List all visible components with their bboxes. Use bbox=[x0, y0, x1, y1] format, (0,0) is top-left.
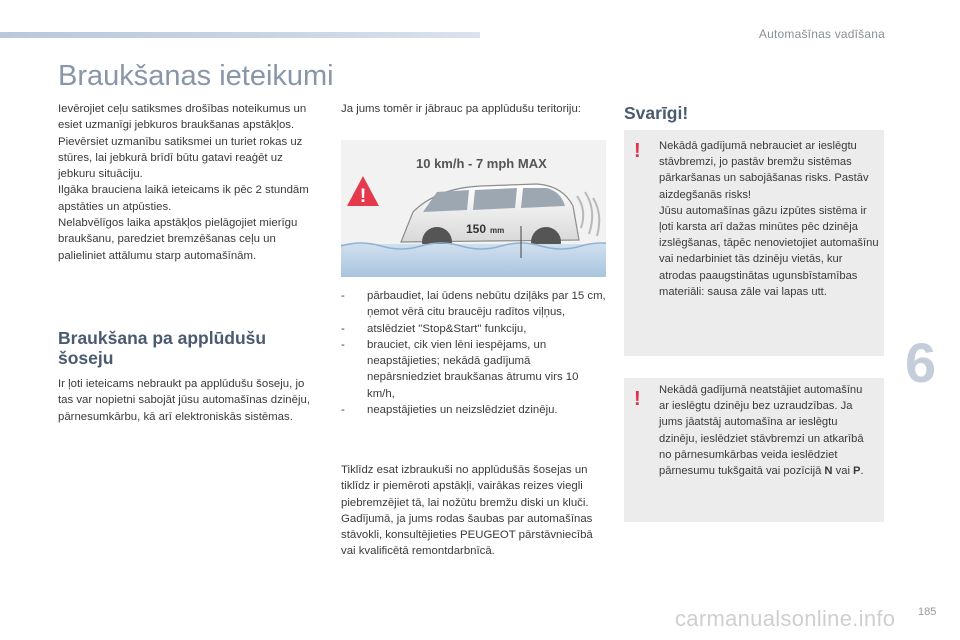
splash-lines bbox=[577, 192, 599, 236]
warning-exclamation-icon: ! bbox=[634, 388, 641, 410]
warning-text: Nekādā gadījumā neatstājiet automašīnu ar ieslēgtu dzinēju bez uzraudzības. Ja jums jāatstāj automašīna ar ieslēgtu dzinēju, ieslēdziet stāvbremzi un atkarībā no pārnesumkārbas veida ieslēdziet pārnesumu tukšgaitā vai pozīcijā N vai P. bbox=[659, 384, 864, 478]
flooded-instructions bbox=[341, 288, 606, 418]
watermark: carmanualsonline.info bbox=[675, 606, 896, 631]
flooded-intro-text: Ja jums tomēr ir jābrauc pa applūdušu teritoriju: bbox=[341, 103, 581, 115]
intro-paragraph: Pievērsiet uzmanību satiksmei un turiet rokas uz stūres, lai jebkurā brīdī būtu gatavi reaģēt uz jebkuru situāciju. bbox=[58, 135, 303, 181]
warning-box-unattended-engine bbox=[624, 378, 884, 522]
chapter-tab-number: 6 bbox=[905, 331, 937, 394]
intro-paragraph: Ilgāka brauciena laikā ieteicams ik pēc 2 stundām apstāties un atpūsties. bbox=[58, 184, 309, 213]
depth-value: 150 bbox=[466, 222, 487, 236]
speed-limit-label: 10 km/h - 7 mph MAX bbox=[416, 156, 547, 171]
important-heading: Svarīgi! bbox=[624, 103, 689, 123]
car-in-water-drawing bbox=[341, 140, 606, 277]
svg-text:!: ! bbox=[359, 186, 367, 207]
list-item: - pārbaudiet, lai ūdens nebūtu dziļāks par 15 cm, ņemot vērā citu braucēju radītos viļņus, bbox=[341, 290, 606, 319]
section-title: Automašīnas vadīšana bbox=[758, 27, 885, 41]
list-item: - atslēdziet "Stop&Start" funkciju, bbox=[341, 322, 527, 335]
list-item: - brauciet, cik vien lēni iespējams, un neapstājieties; nekādā gadījumā nepārsniedziet braukšanas ātrumu virs 10 km/h, bbox=[341, 338, 579, 400]
list-item: - neapstājieties un neizslēdziet dzinēju. bbox=[341, 404, 558, 417]
after-flood-paragraph: Tiklīdz esat izbraukuši no applūdušās šosejas un tiklīdz ir piemēroti apstākļi, vairākas reizes viegli piebremzējiet tā, lai nožūtu bremžu diski un kluči. bbox=[341, 464, 589, 509]
depth-unit: mm bbox=[490, 226, 505, 235]
warning-exclamation-icon: ! bbox=[634, 140, 641, 162]
flooded-road-text bbox=[58, 376, 320, 425]
warning-triangle-icon bbox=[347, 176, 379, 207]
intro-text bbox=[58, 101, 320, 264]
page-number: 185 bbox=[918, 606, 937, 618]
warning-text: Nekādā gadījumā nebrauciet ar ieslēgtu stāvbremzi, jo pastāv bremžu sistēmas pārkaršanas un sabojāšanas risks. Pastāv aizdegšanās risks! Jūsu automašīnas gāzu izpūtes sistēma ir ļoti karsta arī dažas minūtes pēc dzinēja izslēgšanas, tāpēc nenovietojiet automašīnu vai nedarbiniet tās dzinēju vietās, kur atrodas paaugstinātas ugunsbīstamības materiāli: sausa zāle vai lapas utt. bbox=[659, 140, 879, 298]
intro-paragraph: Ievērojiet ceļu satiksmes drošības noteikumus un esiet uzmanīgi jebkuros braukšanas apstākļos. bbox=[58, 103, 307, 132]
after-flood-paragraph: Gadījumā, ja jums rodas šaubas par automašīnas stāvokli, konsultējieties PEUGEOT pārstāvniecībā vai kvalificētā remontdarbnīcā. bbox=[341, 512, 593, 558]
gear-p-label: P bbox=[853, 465, 861, 478]
flooded-car-illustration bbox=[341, 140, 606, 277]
warning-box-parking-brake bbox=[624, 130, 884, 356]
flooded-road-paragraph: Ir ļoti ieteicams nebraukt pa applūdušu šoseju, jo tas var nopietni sabojāt jūsu automašīnas dzinēju, pārnesumkārbu, kā arī elektroniskās sistēmas. bbox=[58, 378, 311, 423]
flooded-intro bbox=[341, 101, 606, 117]
page-title: Braukšanas ieteikumi bbox=[58, 60, 334, 92]
header-accent-bar bbox=[0, 32, 480, 38]
instruction-list bbox=[341, 288, 606, 418]
intro-paragraph: Nelabvēlīgos laika apstākļos pielāgojiet mierīgu braukšanu, paredziet bremzēšanas ceļu un palieliniet attālumu starp automašīnām. bbox=[58, 217, 298, 262]
flooded-road-heading: Braukšana pa applūdušu šoseju bbox=[58, 328, 267, 368]
car-window bbox=[473, 188, 517, 210]
gear-n-label: N bbox=[824, 465, 833, 478]
after-flood-text bbox=[341, 462, 606, 560]
